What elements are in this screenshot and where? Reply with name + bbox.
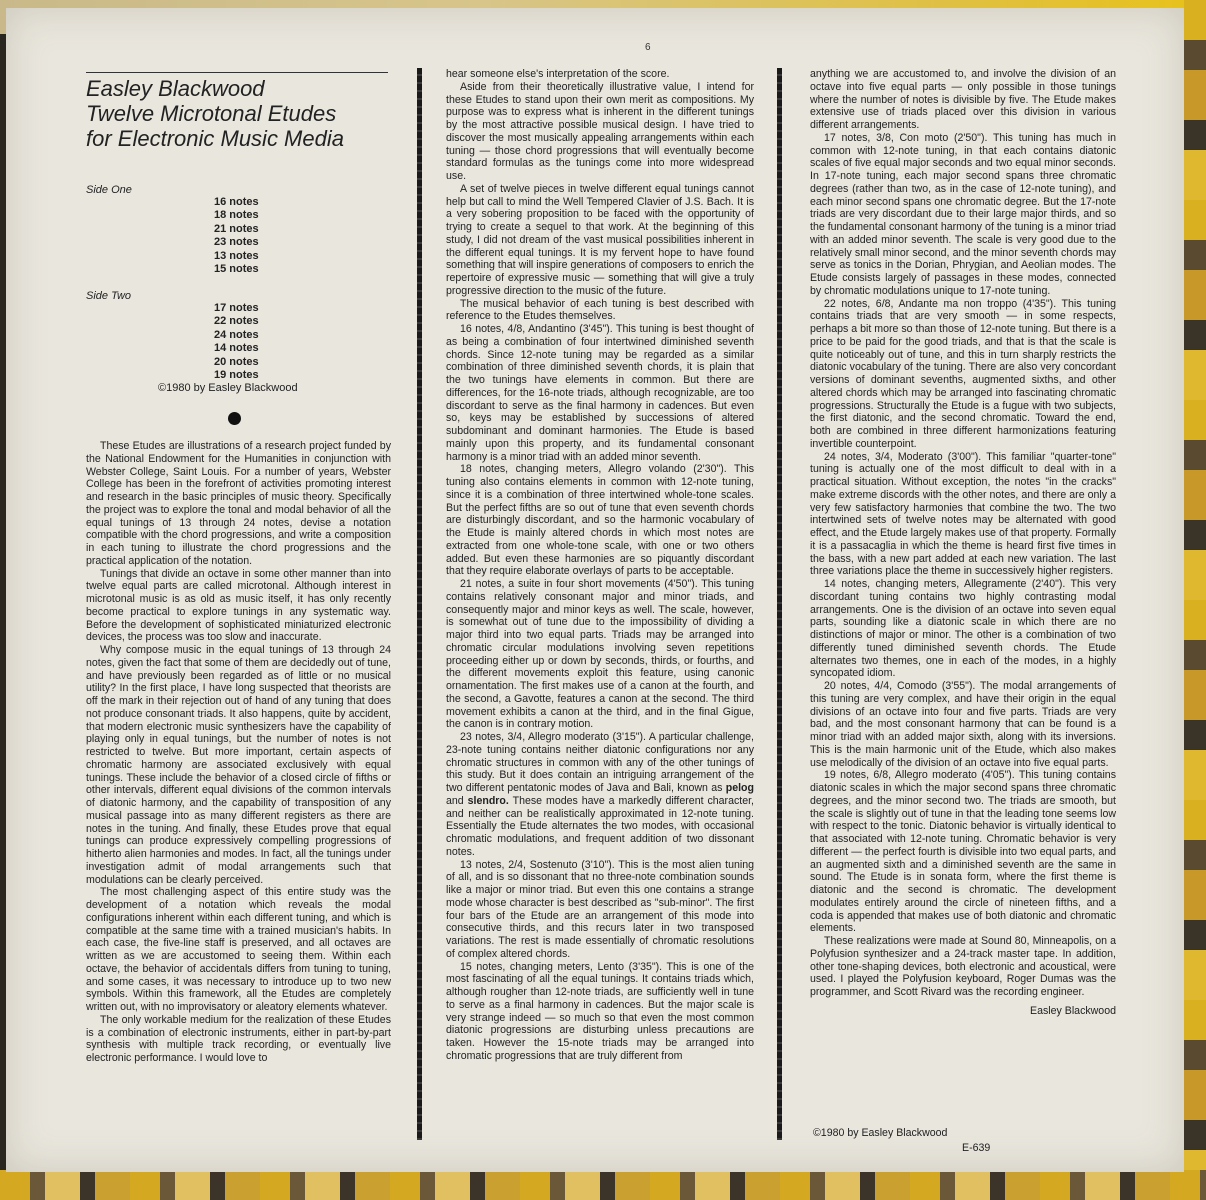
text-column-2 bbox=[446, 68, 754, 1063]
column-divider-1 bbox=[417, 68, 422, 1140]
paragraph: 13 notes, 2/4, Sostenuto (3'10"). This is the most alien tuning of all, and is so dissonant that no three-note combination sounds like a major or minor triad. But even this one contains a strange mode whose character is best described as "sub-minor". The first four bars of the Etude are an arrangement of this mode into consecutive thirds, and this recurs later in two transposed variations. The rest is made essentially of chromatic resolutions of complex altered chords. bbox=[446, 858, 754, 960]
track-item: 19 notes bbox=[214, 369, 259, 382]
text-run: These modes have a markedly different character, and neither can be realistically approximated in 12-note tuning. Essentially the Etude alternates the two modes, with occasional chromatic modulations, and frequent addition of two dissonant notes. bbox=[446, 794, 754, 858]
text-column-1 bbox=[86, 440, 391, 1065]
track-item: 18 notes bbox=[214, 209, 259, 222]
title-line: Twelve Microtonal Etudes bbox=[86, 101, 337, 126]
paragraph: The musical behavior of each tuning is best described with reference to the Etudes themselves. bbox=[446, 297, 754, 323]
term-slendro: slendro. bbox=[467, 794, 509, 807]
paragraph: 22 notes, 6/8, Andante ma non troppo (4'35"). This tuning contains triads that are very smooth — in some respects, perhaps a bit more so than those of 12-note tuning. But there is a price to be paid for the good triads, and that is that the scale is quite noticeably out of tune, and this in turn sharply restricts the diatonic vocabulary of the tuning. There are also very concordant versions of dominant sevenths, augmented sixths, and other altered chords which may be arranged into fascinating chromatic progressions. Structurally the Etude is a fugue with two subjects, the first diatonic, and the second chromatic. Toward the end, both are combined in three different harmonizations featuring invertible counterpoint. bbox=[810, 297, 1116, 450]
paragraph bbox=[446, 731, 754, 859]
text-column-3 bbox=[810, 68, 1116, 1018]
side-two-tracklist bbox=[214, 302, 259, 382]
paragraph: The most challenging aspect of this entire study was the development of a notation which reveals the modal configurations inherent within each different tuning, and which is compatible at the same time with a trained musician's habits. In each case, the five-line staff is preserved, and all octaves are written as we are accustomed to seeing them. Within each octave, the behavior of accidentals differs from tuning to tuning, and some cases, it was necessary to introduce up to two new symbols. Within this framework, all the Etudes are completely written out, with no improvisatory or aleatory elements whatever. bbox=[86, 886, 391, 1013]
copyright-top: ©1980 by Easley Blackwood bbox=[158, 382, 298, 394]
text-run: 23 notes, 3/4, Allegro moderato (3'15"). A particular challenge, 23-note tuning contains neither diatonic configurations nor any chromatic structures in common with any of the other tunings of this study. But it does contain an intriguing arrangement of the two different pentatonic modes of Java and Bali, known as bbox=[446, 731, 754, 794]
signature: Easley Blackwood bbox=[1030, 1004, 1116, 1017]
paragraph: 21 notes, a suite in four short movements (4'50"). This tuning contains relatively consonant major and minor triads, and consequently major and minor keys as well. The scale, however, is somewhat out of tune due to the impossibility of dividing a major third into two equal parts. Triads may be arranged into chromatic circular modulations involving seven repetitions proceeding either up or down by seconds, thirds, or fourths, and the different movements exploit this feature, using canonic ornamentation. The first makes use of a canon at the fourth, and the second, a Gavotte, features a canon at the second. The third movement exhibits a canon at the third, and in the final Gigue, the canon is in contrary motion. bbox=[446, 578, 754, 731]
paragraph: hear someone else's interpretation of the score. bbox=[446, 68, 670, 80]
album-title bbox=[86, 76, 406, 151]
page-number: 6 bbox=[645, 42, 651, 53]
track-item: 14 notes bbox=[214, 342, 259, 355]
paragraph: The only workable medium for the realization of these Etudes is a combination of electronic instruments, either in part-by-part synthesis with multiple track recording, or eventually live electronic performance. I would love to bbox=[86, 1013, 391, 1064]
paragraph: Why compose music in the equal tunings of 13 through 24 notes, given the fact that some of them are decidedly out of tune, and have previously been regarded as of little or no musical utility? In the first place, I have long suspected that theorists are off the mark in their rejection out of hand of any tuning that does not produce consonant triads. It also happens, quite by accident, that modern electronic music synthesizers have the capability of playing only in equal tunings, but the number of notes is not restricted to twelve. But more important, certain aspects of chromatic harmony are associated exclusively with equal tunings. These include the behavior of a closed circle of fifths or other intervals, different equal divisions of the common intervals of diatonic harmony, and the capability of transposition of any musical passage into as many different registers as there are notes in the tuning. And finally, these Etudes prove that equal tunings can produce expressively compelling progressions of hitherto alien harmonies and modes. In fact, all the tunings under investigation admit of modal arrangements such that modulations can be clearly perceived. bbox=[86, 644, 391, 886]
column-divider-2 bbox=[777, 68, 782, 1140]
paragraph: A set of twelve pieces in twelve different equal tunings cannot help but call to mind the Well Tempered Clavier of J.S. Bach. It is a very sobering proposition to be faced with the opportunity of trying to create a sequel to that work. At the beginning of this study, I did not dream of the vast musical possibilities inherent in the different equal tunings. It is my fervent hope to have found something that will inspire generations of composers to enrich the repertoire of expressive music — something that will give a truly progressive direction to the music of the future. bbox=[446, 182, 754, 297]
bullet-dot bbox=[228, 412, 241, 425]
paragraph: 16 notes, 4/8, Andantino (3'45"). This tuning is best thought of as being a combination of four intertwined diminished seventh chords. Since 12-note tuning may be regarded as a similar combination of three diminished seventh chords, it is plain that the two tunings have elements in common. But there are differences, for the 16-note triads, although recognizable, are too discordant to serve as the final harmony in cadences. But even so, keys may be established by successions of altered subdominant and dominant harmonies. The Etude is based mainly upon this property, and its fundamental consonant harmony is a minor triad with an added minor seventh. bbox=[446, 323, 754, 463]
paragraph: These realizations were made at Sound 80, Minneapolis, on a Polyfusion synthesizer and a 24-track master tape. In addition, other tone-shaping devices, both electronic and acoustical, were used. I played the Polyfusion keyboard, Roger Dumas was the programmer, and Scott Rivard was the recording engineer. bbox=[810, 935, 1116, 998]
track-item: 22 notes bbox=[214, 315, 259, 328]
side-one-tracklist bbox=[214, 196, 259, 276]
term-pelog: pelog bbox=[725, 782, 754, 794]
track-item: 15 notes bbox=[214, 263, 259, 276]
side-two-label: Side Two bbox=[86, 290, 132, 302]
title-line: Easley Blackwood bbox=[86, 76, 265, 101]
track-item: 23 notes bbox=[214, 236, 259, 249]
title-line: for Electronic Music Media bbox=[86, 126, 344, 151]
track-item: 21 notes bbox=[214, 222, 259, 235]
text-run: and bbox=[446, 794, 464, 807]
paragraph: 24 notes, 3/4, Moderato (3'00"). This familiar "quarter-tone" tuning is actually one of the most difficult to deal with in a practical situation. Without exception, the notes "in the cracks" make extreme discords with the other notes, and there are only a very few satisfactory harmonies that combine the two. The two intertwined sets of twelve notes may be alternated with good effect, and the Etude largely makes use of that property. Formally it is a passacaglia in which the theme is heard first five times in the bass, with a new part added at each new variation. The last three variations place the theme in successively higher registers. bbox=[810, 450, 1116, 578]
paragraph: 19 notes, 6/8, Allegro moderato (4'05"). This tuning contains diatonic scales in which the major second spans three chromatic degrees, and the minor second two. The triads are smooth, but the scale is slightly out of tune in that the leading tone seems low with respect to the tonic. Diatonic behavior is virtually identical to that associated with 12-note tuning. Chromatic behavior is very different — the perfect fourth is divisible into two equal parts, and an augmented sixth and a diminished seventh are the same in sound. The Etude is in sonata form, where the first theme is diatonic and the second is chromatic. The development modulates entirely around the circle of nineteen fifths, and a coda is appended that makes use of both diatonic and chromatic elements. bbox=[810, 769, 1116, 935]
paragraph: 18 notes, changing meters, Allegro volando (2'30"). This tuning also contains elements in common with 12-note tuning, since it is a combination of three intertwined whole-tone scales. But the perfect fifths are so out of tune that even seventh chords are disturbingly discordant, and so the harmonic vocabulary of the Etude is mainly altered chords in which most notes are extracted from one whole-tone scale, with one or two others added. But even these harmonies are so piquantly discordant that they require elaborate overlays of parts to be acceptable. bbox=[446, 463, 754, 578]
paragraph: Tunings that divide an octave in some other manner than into twelve equal parts are called microtonal. Although interest in microtonal music is as old as music itself, it has only recently become practical to explore tunings in any systematic way. Before the development of sophisticated miniaturized electronic devices, the process was too slow and inaccurate. bbox=[86, 567, 391, 644]
album-edge-bottom bbox=[0, 1170, 1206, 1200]
copyright-bottom: ©1980 by Easley Blackwood bbox=[813, 1127, 948, 1139]
side-one-label: Side One bbox=[86, 184, 132, 196]
paragraph: Aside from their theoretically illustrative value, I intend for these Etudes to stand upon their own merit as compositions. My purpose was to express what is inherent in the different tunings by the most attractive possible musical design. I have tried to discover the most musically appealing arrangements within each tuning — those chord progressions that will eventually become standard formulas as the tunings come into more widespread use. bbox=[446, 80, 754, 182]
paragraph: 17 notes, 3/8, Con moto (2'50"). This tuning has much in common with 12-note tuning, in that each contains diatonic scales of five equal major seconds and two equal minor seconds. In 17-note tuning, each major second spans three chromatic degrees (rather than two, as in the case of 12-note tuning), and each minor second spans one chromatic degree. But the 17-note triads are very discordant due to their large major thirds, and so the fundamental consonant harmony of the tuning is a minor triad with an added minor seventh. The scale is very good due to the relatively small minor second, and the minor seventh chords may serve as tonics in the Dorian, Phrygian, and Aeolian modes. The Etude consists largely of passages in these modes, connected by chromatic modulations unique to 17-note tuning. bbox=[810, 131, 1116, 297]
catalog-number: E-639 bbox=[962, 1142, 991, 1154]
title-rule bbox=[86, 72, 388, 73]
paragraph: These Etudes are illustrations of a research project funded by the National Endowment for the Humanities in conjunction with Webster College, Saint Louis. For a number of years, Webster College has been in the forefront of activities promoting interest and research in the basic principles of music theory. Specifically the project was to explore the tonal and modal behavior of all the equal tunings of 13 through 24 notes, devise a notation compatible with the chord progressions, and write a composition in each tuning to illustrate the chord progressions and the practical application of the notation. bbox=[86, 440, 391, 567]
track-item: 24 notes bbox=[214, 328, 259, 341]
paragraph: anything we are accustomed to, and involve the division of an octave into five equal parts — only possible in those tunings where the number of notes is divisible by five. The Etude makes extensive use of triads placed over this division in various different arrangements. bbox=[810, 68, 1116, 131]
track-item: 20 notes bbox=[214, 355, 259, 368]
track-item: 17 notes bbox=[214, 302, 259, 314]
paragraph: 14 notes, changing meters, Allegramente (2'40"). This very discordant tuning contains two highly contrasting modal arrangements. One is the division of an octave into seven equal parts, sounding like a diatonic scale in which there are no distinctions of major or minor. The other is a combination of two differently tuned diminished seventh chords. The Etude alternates two themes, one in each of the modes, in a highly syncopated idiom. bbox=[810, 578, 1116, 680]
album-edge-right bbox=[1184, 0, 1206, 1200]
paragraph: 15 notes, changing meters, Lento (3'35"). This is one of the most fascinating of all the equal tunings. It contains triads which, although rougher than 12-note triads, are sufficiently well in tune to serve as a final harmony in cadences. But the major scale is very strange indeed — so much so that even the most common diatonic progressions are disturbing unless precautions are taken. However the 15-note triads may be arranged into chromatic progressions that are truly different from bbox=[446, 960, 754, 1062]
track-item: 16 notes bbox=[214, 196, 259, 208]
track-item: 13 notes bbox=[214, 249, 259, 262]
paragraph: 20 notes, 4/4, Comodo (3'55"). The modal arrangements of this tuning are very complex, and have their origin in the equal divisions of an octave into four and five parts. Triads are very bad, and the most consonant harmony that can be found is a minor triad with an added major sixth, along with its inversions. This is the main harmonic unit of the Etude, which also makes use melodically of the division of an octave into five equal parts. bbox=[810, 680, 1116, 769]
